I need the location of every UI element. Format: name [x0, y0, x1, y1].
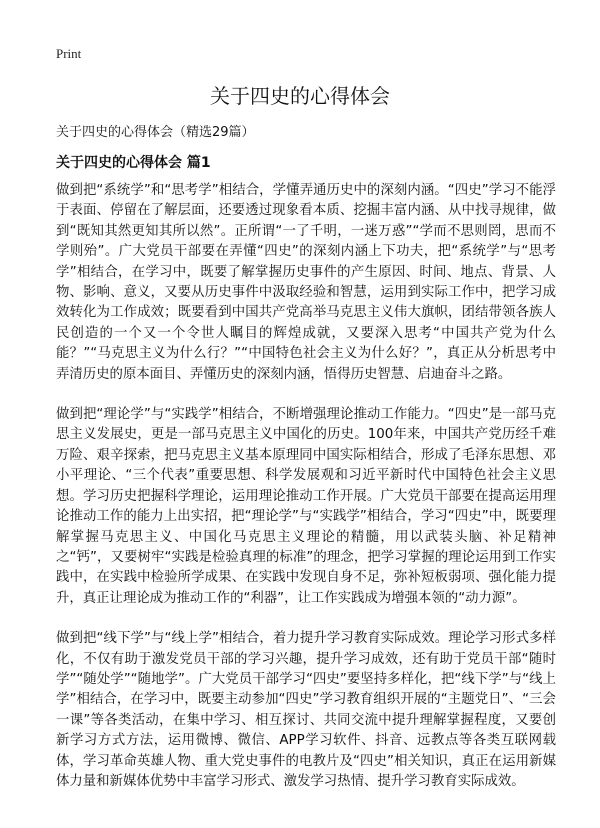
article-body: [56, 181, 556, 812]
document-title: 关于四史的心得体会: [210, 84, 390, 108]
document-subtitle: 关于四史的心得体会（精选29篇）: [56, 125, 255, 140]
paragraph-1: 做到把“系统学”和“思考学”相结合，学懂弄通历史中的深刻内涵。“四史”学习不能浮于表面、停留在了解层面，还要透过现象看本质、挖掘丰富内涵、从中找寻规律，做到“既知其然更知其所以然”。正所谓“一了千明，一迷万惑”“学而不思则罔，思而不学则殆”。广大党员干部要在弄懂“四史”的深刻内涵上下功夫，把“系统学”与“思考学”相结合，在学习中，既要了解掌握历史事件的产生原因、时间、地点、背景、人物、影响、意义，又要从历史事件中汲取经验和智慧，运用到实际工作中，把学习成效转化为工作成效；既要看到中国共产党高举马克思主义伟大旗帜，团结带领各族人民创造的一个又一个令世人瞩目的辉煌成就，又要深入思考“中国共产党为什么能？”“马克思主义为什么行？”“中国特色社会主义为什么好？”，真正从分析思考中弄清历史的原本面目、弄懂历史的深刻内涵，悟得历史智慧、启迪奋斗之路。: [56, 183, 556, 382]
print-link[interactable]: Print: [56, 46, 82, 61]
paragraph-2: 做到把“理论学”与“实践学”相结合，不断增强理论推动工作能力。“四史”是一部马克思主义发展史，更是一部马克思主义中国化的历史。100年来，中国共产党历经千难万险、艰辛探索，把马克思主义基本原理同中国实际相结合，形成了毛泽东思想、邓小平理论、“三个代表”重要思想、科学发展观和习近平新时代中国特色社会主义思想。学习历史把握科学理论，运用理论推动工作开展。广大党员干部要在提高运用理论推动工作的能力上出实招，把“理论学”与“实践学”相结合，学习“四史”中，既要理解掌握马克思主义、中国化马克思主义理论的精髓，用以武装头脑、补足精神之“钙”，又要树牢“实践是检验真理的标准”的理念，把学习掌握的理论运用到工作实践中，在实践中检验所学成果、在实践中发现自身不足，弥补短板弱项、强化能力提升，真正让理论成为推动工作的“利器”，让工作实践成为增强本领的“动力源”。: [56, 407, 556, 606]
paragraph-3: 做到把“线下学”与“线上学”相结合，着力提升学习教育实际成效。理论学习形式多样化，不仅有助于激发党员干部的学习兴趣，提升学习成效，还有助于党员干部“随时学”“随处学”“随地学”。广大党员干部学习“四史”要坚持多样化，把“线下学”与“线上学”相结合，在学习中，既要主动参加“四史”学习教育组织开展的“主题党日”、“三会一课”等各类活动，在集中学习、相互探讨、共同交流中提升理解掌握程度，又要创新学习方式方法，运用微博、微信、APP学习软件、抖音、远教点等各类互联网载体，学习革命英雄人物、重大党史事件的电教片及“四史”相关知识，真正在运用新媒体力量和新媒体优势中丰富学习形式、激发学习热情、提升学习教育实际成效。: [56, 631, 556, 789]
section-heading: 关于四史的心得体会 篇1: [56, 155, 211, 171]
